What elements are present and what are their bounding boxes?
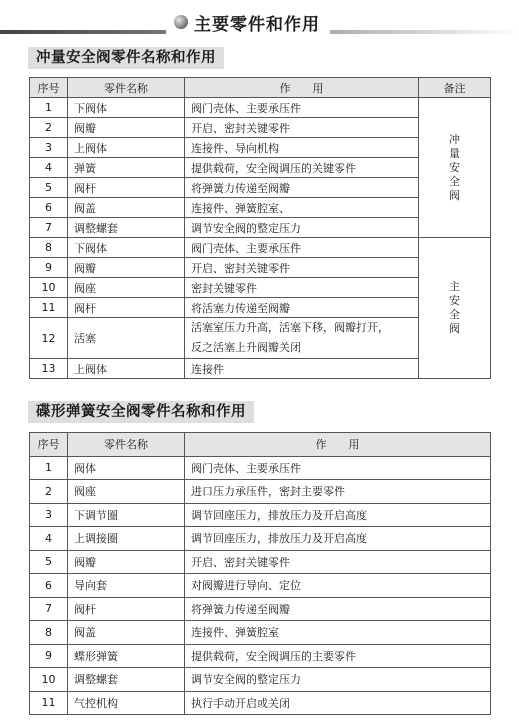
part-name: 阀体 (68, 456, 185, 480)
part-function: 阀门壳体、主要承压件 (185, 456, 491, 480)
title-wrap (166, 8, 330, 36)
part-name: 调整螺套 (68, 218, 185, 238)
part-name: 调整螺套 (68, 668, 185, 692)
part-name: 阀瓣 (68, 258, 185, 278)
remark-char: 阀 (449, 188, 460, 202)
part-function: 将弹簧力传递至阀瓣 (185, 178, 419, 198)
part-function (185, 318, 419, 359)
part-name: 蝶形弹簧 (68, 644, 185, 668)
table-row (30, 503, 491, 527)
row-no: 2 (30, 118, 68, 138)
part-function: 对阀瓣进行导向、定位 (185, 574, 491, 598)
part-name: 弹簧 (68, 158, 185, 178)
part-name: 下阀体 (68, 98, 185, 118)
remark-char: 安 (449, 294, 460, 307)
part-function: 开启、密封关键零件 (185, 550, 491, 574)
column-header-name: 零件名称 (68, 78, 185, 98)
row-no: 7 (30, 597, 68, 621)
row-no: 10 (30, 278, 68, 298)
column-header-name: 零件名称 (68, 433, 185, 457)
table-row (30, 238, 491, 258)
part-function: 进口压力承压件，密封主要零件 (185, 480, 491, 504)
row-no: 8 (30, 238, 68, 258)
page-header (0, 8, 519, 34)
row-no: 9 (30, 644, 68, 668)
table-row (30, 550, 491, 574)
part-function: 开启、密封关键零件 (185, 258, 419, 278)
part-name: 阀座 (68, 480, 185, 504)
row-no: 8 (30, 621, 68, 645)
part-function: 连接件、弹簧腔室 (185, 621, 491, 645)
table-row (30, 480, 491, 504)
table-header-row (30, 433, 491, 457)
column-header-function: 作 用 (185, 78, 419, 98)
part-function: 调节回座压力，排放压力及开启高度 (185, 503, 491, 527)
row-no: 1 (30, 456, 68, 480)
part-name: 阀盖 (68, 198, 185, 218)
remark-char: 全 (449, 174, 460, 188)
remark-char: 冲 (449, 132, 460, 146)
table-row (30, 597, 491, 621)
row-no: 4 (30, 527, 68, 551)
row-no: 11 (30, 691, 68, 715)
part-name: 阀瓣 (68, 550, 185, 574)
row-no: 7 (30, 218, 68, 238)
row-no: 5 (30, 178, 68, 198)
remark-char: 量 (449, 146, 460, 160)
table-row (30, 98, 491, 118)
part-function: 密封关键零件 (185, 278, 419, 298)
part-name: 下阀体 (68, 238, 185, 258)
table-row (30, 456, 491, 480)
part-name: 阀杆 (68, 178, 185, 198)
remark-impulse-valve (419, 98, 491, 238)
table-row (30, 574, 491, 598)
part-function: 提供载荷，安全阀调压的关键零件 (185, 158, 419, 178)
column-header-no: 序号 (30, 78, 68, 98)
column-header-no: 序号 (30, 433, 68, 457)
part-function: 调节安全阀的整定压力 (185, 218, 419, 238)
impulse-valve-parts-table (29, 77, 491, 379)
part-function: 将活塞力传递至阀瓣 (185, 298, 419, 318)
remark-char: 全 (449, 308, 460, 321)
part-name: 阀杆 (68, 597, 185, 621)
section2-heading: 碟形弹簧安全阀零件名称和作用 (28, 401, 254, 423)
remark-char: 安 (449, 160, 460, 174)
row-no: 5 (30, 550, 68, 574)
row-no: 9 (30, 258, 68, 278)
part-name: 上调接圈 (68, 527, 185, 551)
column-header-function: 作 用 (185, 433, 491, 457)
part-name: 阀瓣 (68, 118, 185, 138)
row-no: 6 (30, 574, 68, 598)
part-function: 阀门壳体、主要承压件 (185, 238, 419, 258)
part-name: 下调节圈 (68, 503, 185, 527)
part-name: 导向套 (68, 574, 185, 598)
function-line-1: 活塞室压力升高，活塞下移，阀瓣打开， (191, 321, 389, 334)
part-name: 上阀体 (68, 138, 185, 158)
row-no: 13 (30, 359, 68, 379)
row-no: 4 (30, 158, 68, 178)
part-function: 调节回座压力，排放压力及开启高度 (185, 527, 491, 551)
part-name: 上阀体 (68, 359, 185, 379)
column-header-remark: 备注 (419, 78, 491, 98)
row-no: 12 (30, 318, 68, 359)
part-function: 开启、密封关键零件 (185, 118, 419, 138)
table-row (30, 621, 491, 645)
part-name: 阀座 (68, 278, 185, 298)
table-row (30, 668, 491, 692)
section1-heading: 冲量安全阀零件名称和作用 (28, 47, 224, 69)
circle-bullet-icon (174, 15, 188, 29)
table-row (30, 644, 491, 668)
row-no: 11 (30, 298, 68, 318)
row-no: 3 (30, 138, 68, 158)
remark-char: 主 (449, 280, 460, 293)
part-name: 阀杆 (68, 298, 185, 318)
part-name: 活塞 (68, 318, 185, 359)
part-function: 阀门壳体、主要承压件 (185, 98, 419, 118)
disc-spring-valve-parts-table (29, 432, 491, 715)
part-function: 将弹簧力传递至阀瓣 (185, 597, 491, 621)
row-no: 6 (30, 198, 68, 218)
remark-main-valve (419, 238, 491, 379)
part-function: 执行手动开启或关闭 (185, 691, 491, 715)
part-function: 连接件、导向机构 (185, 138, 419, 158)
part-function: 连接件、弹簧腔室、 (185, 198, 419, 218)
remark-char: 阀 (449, 322, 460, 335)
table-header-row (30, 78, 491, 98)
row-no: 10 (30, 668, 68, 692)
row-no: 3 (30, 503, 68, 527)
row-no: 1 (30, 98, 68, 118)
function-line-2: 反之活塞上升阀瓣关闭 (191, 341, 301, 354)
table-row (30, 691, 491, 715)
table-row (30, 527, 491, 551)
part-name: 阀盖 (68, 621, 185, 645)
part-function: 连接件 (185, 359, 419, 379)
part-function: 调节安全阀的整定压力 (185, 668, 491, 692)
part-function: 提供载荷，安全阀调压的主要零件 (185, 644, 491, 668)
part-name: 气控机构 (68, 691, 185, 715)
row-no: 2 (30, 480, 68, 504)
page-title: 主要零件和作用 (194, 14, 320, 35)
